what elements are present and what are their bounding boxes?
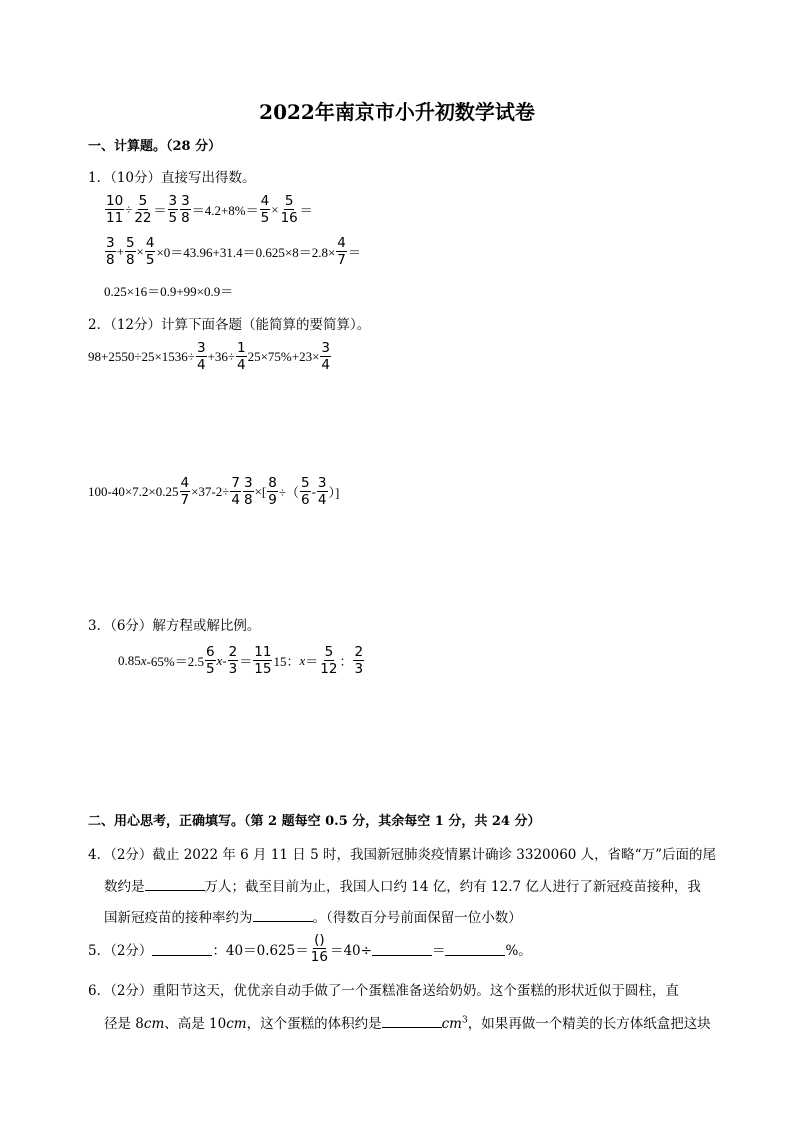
unit: cm [441,1016,462,1032]
text: ，这个蛋糕的体积约是 [246,1016,382,1032]
fraction: $\frac{4}{7}$ [337,235,346,268]
operator: × [271,201,279,217]
operator: ＝ [305,654,319,669]
q6-line2 [104,1012,711,1032]
variable-x: x [140,652,147,668]
variable-x: x [216,652,223,668]
q1-row1 [104,193,313,226]
fraction: 3 5 [168,193,178,226]
expression-text: 15： [273,654,300,669]
fraction: 2 3 [354,644,364,677]
unit-superscript: 3 [462,1015,468,1026]
fraction: $\frac{1}{4}$ [237,340,246,373]
q4-line3 [104,906,522,926]
text: ，如果再做一个精美的长方体纸盒把这块 [467,1016,711,1032]
answer-blank[interactable] [445,941,505,956]
text: 。（得数百分号前面保留一位小数） [312,910,522,926]
fraction: $\frac{4}{5}$ [260,193,270,226]
q3-label: 3．（6分）解方程或解比例。 [88,618,261,634]
text: %。 [505,942,532,959]
q2-label: 2．（12分）计算下面各题（能简算的要简算）。 [88,317,371,333]
fraction: $\frac{4}{5}$ [145,235,155,268]
q3-equations [118,644,365,677]
fraction: () 16 [310,932,328,965]
text: 5．（2分） [88,942,153,959]
variable-x: x [299,652,306,668]
fraction: $\frac{3}{8}$ [243,475,253,508]
fraction: $\frac{5}{8}$ [125,235,135,268]
unit: cm [143,1016,165,1032]
fraction: $\frac{3}{4}$ [321,340,331,373]
expression-text: -65%＝2.5 [146,654,204,669]
q5-line [88,932,532,965]
text: 径是 8 [104,1016,144,1032]
answer-blank[interactable] [372,941,432,956]
fraction: $\frac{7}{4}$ [231,475,240,508]
section2-heading: 二、用心思考，正确填写。（第 2 题每空 0.5 分，其余每空 1 分，共 24 分） [88,814,541,829]
operator: × [136,243,144,259]
fraction: $\frac{3}{4}$ [196,340,206,373]
text: ＝40÷ [329,942,372,959]
expression-text: ÷（ [278,485,299,500]
operator: + [116,243,124,259]
operator: ： [339,654,353,669]
section1-heading: 一、计算题。（28 分） [88,139,222,154]
unit: cm [226,1016,247,1032]
fraction: $\frac{5}{22}$ [134,193,152,226]
expression-text: ）] [328,485,340,500]
operator: ＝ [347,245,361,260]
q2-expression-1 [88,340,332,373]
expression-text: 98+2550÷25×1536÷ [88,348,195,364]
fraction: 3 4 [317,475,327,508]
operator: - [222,652,227,668]
q6-line1: 6．（2分）重阳节这天，优优亲自动手做了一个蛋糕准备送给奶奶。这个蛋糕的形状近似于圆柱，直 [88,983,679,999]
page-title: 2022年南京市小升初数学试卷 [259,100,535,124]
expression-text: ×37-2÷ [191,483,230,499]
operator: ＝ [153,203,167,218]
operator: ÷ [125,201,133,217]
answer-blank[interactable] [152,941,212,956]
q4-line1: 4．（2分）截止 2022 年 6 月 11 日 5 时，我国新冠肺炎疫情累计确诊 3320060 人，省略“万”后面的尾 [88,847,716,863]
operator: - [311,483,316,499]
expression-text: 0.85 [118,652,141,668]
q1-row2 [104,235,361,268]
expression-text: 100-40×7.2×0.25 [88,483,179,499]
text: 数约是 [104,879,145,895]
operator: ＝ [239,654,253,669]
q2-expression-2 [88,475,339,508]
fraction: $\frac{10}{11}$ [106,193,124,226]
fraction: 2 3 [228,644,238,677]
fraction: 3 8 [106,235,115,268]
text: 、高是 10 [164,1016,227,1032]
fraction: $\frac{4}{7}$ [180,475,190,508]
expression-text: ×0＝43.96+31.4＝0.625×8＝2.8× [156,245,336,260]
text: ＝ [431,942,446,959]
q4-line2 [104,875,701,895]
fraction: $\frac{5}{16}$ [280,193,298,226]
fraction: 11 15 [254,644,272,677]
fraction: 3 8 [181,193,190,226]
q1-row3: 0.25×16＝0.9+99×0.9＝ [104,284,234,299]
expression-text: ×[ [254,483,267,499]
answer-blank[interactable] [145,876,205,891]
fraction: 6 5 [205,644,215,677]
operator: ＝ [299,203,313,218]
expression-text: ＝4.2+8%＝ [191,203,259,218]
fraction: 5 12 [320,644,338,677]
fraction: 5 6 [300,475,310,508]
answer-blank[interactable] [382,1013,442,1028]
fraction: $\frac{8}{9}$ [268,475,277,508]
q1-label: 1．（10分）直接写出得数。 [88,170,256,186]
text: ：40＝0.625＝ [212,942,309,959]
text: 万人；截至目前为止，我国人口约 14 亿，约有 12.7 亿人进行了新冠疫苗接种，我 [204,879,701,895]
answer-blank[interactable] [253,907,313,922]
text: 国新冠疫苗的接种率约为 [104,910,253,926]
expression-text: 25×75%+23× [247,348,320,364]
expression-text: +36÷ [207,348,235,364]
